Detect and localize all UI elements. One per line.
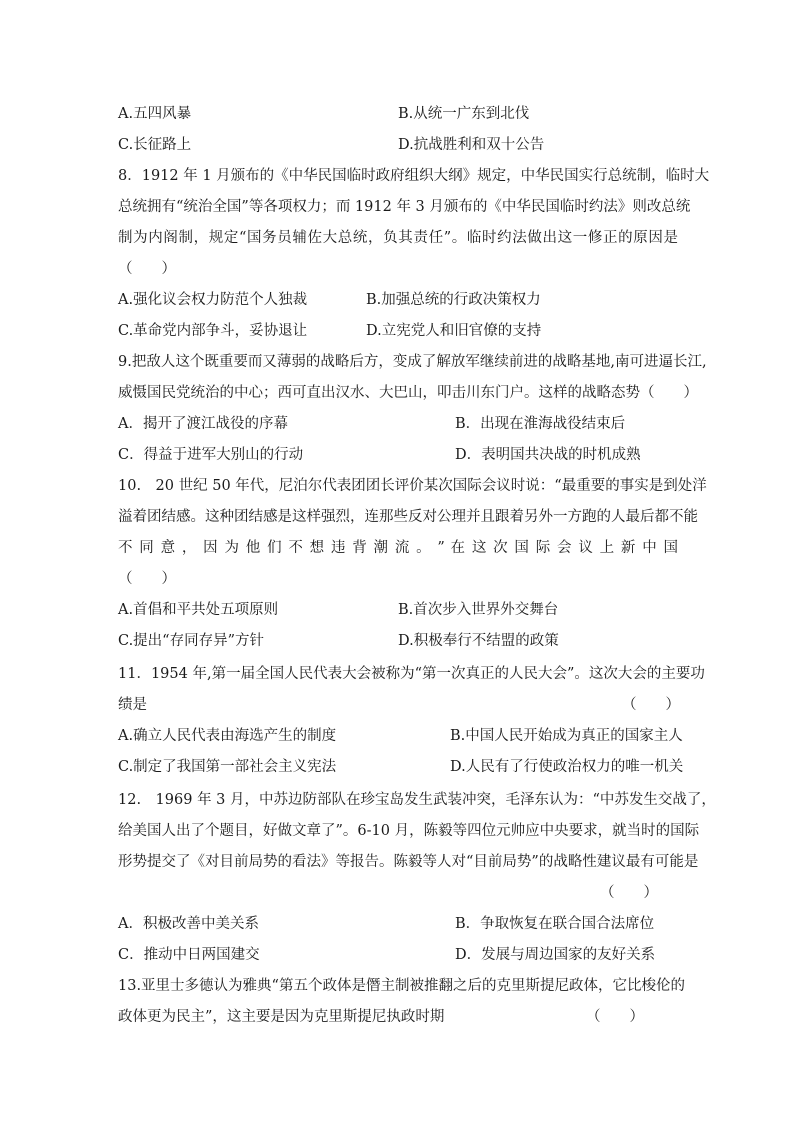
q10-stem-line-3: 不 同 意 ， 因 为 他 们 不 想 违 背 潮 流 。 ” 在 这 次 国 际 会 议 上 新 中 国 [118, 540, 678, 556]
q9-option-d: D．表明国共决战的时机成熟 [455, 447, 641, 463]
q11-option-a: A.确立人民代表由海选产生的制度 [118, 728, 337, 744]
q11-option-c: C.制定了我国第一部社会主义宪法 [118, 759, 337, 775]
q12-option-c: C．推动中日两国建交 [118, 947, 260, 963]
q7-option-a: A.五四风暴 [118, 106, 192, 122]
q10-option-c: C.提出“存同存异”方针 [118, 633, 265, 649]
q8-stem-line-3: 制为内阁制，规定“国务员辅佐大总统，负其责任”。临时约法做出这一修正的原因是 [118, 230, 678, 246]
q10-answer-paren: （ ） [118, 571, 176, 587]
q10-option-b: B.首次步入世界外交舞台 [398, 602, 559, 618]
q7-option-b: B.从统一广东到北伐 [398, 106, 530, 122]
q8-stem-line-2: 总统拥有“统治全国”等各项权力；而 1912 年 3 月颁布的《中华民国临时约法》则改总统 [118, 199, 691, 215]
q9-option-c: C．得益于进军大别山的行动 [118, 447, 304, 463]
q11-answer-paren: （ ） [622, 697, 680, 713]
q9-stem-line-2: 威慑国民党统治的中心；西可直出汉水、大巴山，叩击川东门户。这样的战略态势（ ） [118, 385, 698, 401]
q10-stem-line-1: 10. 20 世纪 50 年代，尼泊尔代表团团长评价某次国际会议时说：“最重要的事实是到处洋 [118, 478, 707, 494]
q8-option-d: D.立宪党人和旧官僚的支持 [366, 323, 542, 339]
q8-stem-line-1: 8．1912 年 1 月颁布的《中华民国临时政府组织大纲》规定，中华民国实行总统制，临时大 [118, 168, 710, 184]
q7-option-d: D.抗战胜利和双十公告 [398, 137, 545, 153]
q13-answer-paren: （ ） [586, 1009, 644, 1025]
q8-option-c: C.革命党内部争斗，妥协退让 [118, 323, 308, 339]
q12-option-b: B．争取恢复在联合国合法席位 [455, 916, 655, 932]
q11-option-b: B.中国人民开始成为真正的国家主人 [450, 728, 683, 744]
q10-option-a: A.首倡和平共处五项原则 [118, 602, 279, 618]
q8-option-b: B.加强总统的行政决策权力 [366, 292, 541, 308]
q13-stem-line-1: 13.亚里士多德认为雅典“第五个政体是僭主制被推翻之后的克里斯提尼政体，它比梭伦的 [118, 978, 685, 994]
q8-answer-paren: （ ） [118, 261, 176, 277]
q11-stem-line-2: 绩是 [118, 697, 147, 713]
q9-option-b: B．出现在淮海战役结束后 [455, 416, 626, 432]
q13-stem-line-2: 政体更为民主”，这主要是因为克里斯提尼执政时期 [118, 1009, 445, 1025]
q7-option-c: C.长征路上 [118, 137, 192, 153]
q9-option-a: A．揭开了渡江战役的序幕 [118, 416, 288, 432]
q10-option-d: D.积极奉行不结盟的政策 [398, 633, 559, 649]
q9-stem-line-1: 9.把敌人这个既重要而又薄弱的战略后方，变成了解放军继续前进的战略基地,南可进逼长江, [118, 354, 707, 370]
q8-option-a: A.强化议会权力防范个人独裁 [118, 292, 308, 308]
q12-answer-paren: （ ） [600, 885, 658, 901]
q12-option-d: D．发展与周边国家的友好关系 [455, 947, 656, 963]
q12-option-a: A．积极改善中美关系 [118, 916, 259, 932]
q12-stem-line-2: 给美国人出了个题目，好做文章了”。6-10 月，陈毅等四位元帅应中央要求，就当时的国际 [118, 823, 700, 839]
q11-stem-line-1: 11．1954 年,第一届全国人民代表大会被称为“第一次真正的人民大会”。这次大会的主要功 [118, 666, 705, 682]
q12-stem-line-3: 形势提交了《对目前局势的看法》等报告。陈毅等人对“目前局势”的战略性建议最有可能是 [118, 854, 699, 870]
q12-stem-line-1: 12. 1969 年 3 月，中苏边防部队在珍宝岛发生武装冲突，毛泽东认为：“中苏发生交战了， [118, 792, 716, 808]
q11-option-d: D.人民有了行使政治权力的唯一机关 [450, 759, 684, 775]
q10-stem-line-2: 溢着团结感。这种团结感是这样强烈，连那些反对公理并且跟着另外一方跑的人最后都不能 [118, 509, 698, 525]
